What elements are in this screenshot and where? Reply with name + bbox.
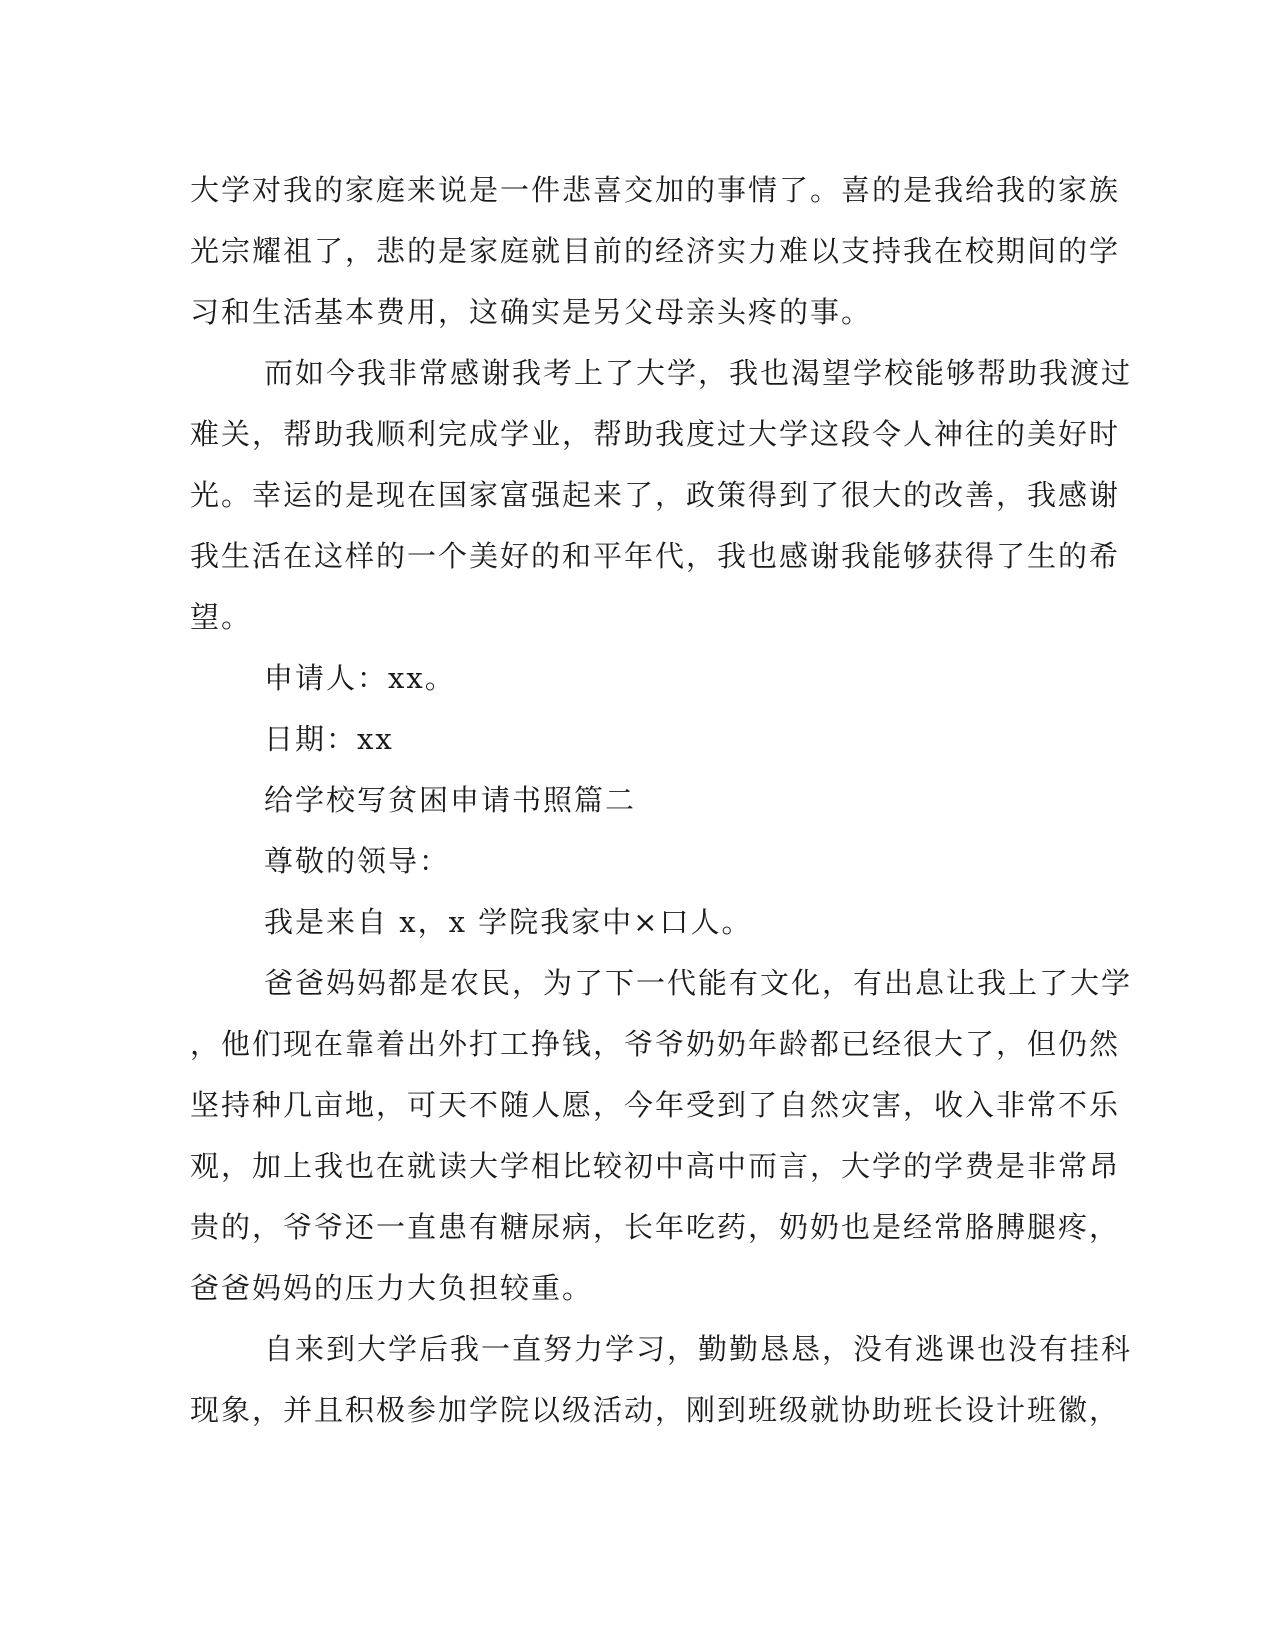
document-body (190, 160, 1133, 1441)
text-line: 光。幸运的是现在国家富强起来了，政策得到了很大的改善，我感谢 (190, 478, 1121, 512)
salutation (190, 831, 1080, 892)
text-line: 给学校写贫困申请书照篇二 (264, 783, 637, 817)
date-line (190, 709, 1080, 770)
section-title (190, 770, 1080, 831)
text-line: 贵的，爷爷还一直患有糖尿病，长年吃药，奶奶也是经常胳膊腿疼， (190, 1210, 1121, 1244)
text-line: ，他们现在靠着出外打工挣钱，爷爷奶奶年龄都已经很大了，但仍然 (190, 1027, 1121, 1061)
text-line: 我生活在这样的一个美好的和平年代，我也感谢我能够获得了生的希 (190, 539, 1121, 573)
text-line: 光宗耀祖了，悲的是家庭就目前的经济实力难以支持我在校期间的学 (190, 234, 1121, 268)
paragraph-family (190, 953, 1133, 1319)
text-line: 申请人：xx。 (264, 661, 456, 695)
text-line: 日期：xx (264, 722, 394, 756)
paragraph-1 (190, 160, 1121, 343)
applicant-line (190, 648, 1080, 709)
text-line: 大学对我的家庭来说是一件悲喜交加的事情了。喜的是我给我的家族 (190, 173, 1121, 207)
text-line: 现象，并且积极参加学院以级活动，刚到班级就协助班长设计班徽， (190, 1393, 1121, 1427)
text-line: 望。 (190, 600, 253, 634)
text-line: 观，加上我也在就读大学相比较初中高中而言，大学的学费是非常昂 (190, 1149, 1121, 1183)
text-line: 我是来自 x，x 学院我家中×口人。 (264, 905, 753, 939)
text-line: 爸爸妈妈都是农民，为了下一代能有文化，有出息让我上了大学 (264, 966, 1133, 1000)
text-line: 难关，帮助我顺利完成学业，帮助我度过大学这段令人神往的美好时 (190, 417, 1121, 451)
paragraph-2 (190, 343, 1133, 648)
text-line: 习和生活基本费用，这确实是另父母亲头疼的事。 (190, 295, 873, 329)
text-line: 自来到大学后我一直努力学习，勤勤恳恳，没有逃课也没有挂科 (264, 1332, 1133, 1366)
text-line: 而如今我非常感谢我考上了大学，我也渴望学校能够帮助我渡过 (264, 356, 1133, 390)
text-line: 爸爸妈妈的压力大负担较重。 (190, 1271, 594, 1305)
intro-line (190, 892, 1080, 953)
text-line: 坚持种几亩地，可天不随人愿，今年受到了自然灾害，收入非常不乐 (190, 1088, 1121, 1122)
paragraph-study (190, 1319, 1133, 1441)
text-line: 尊敬的领导： (264, 844, 451, 878)
